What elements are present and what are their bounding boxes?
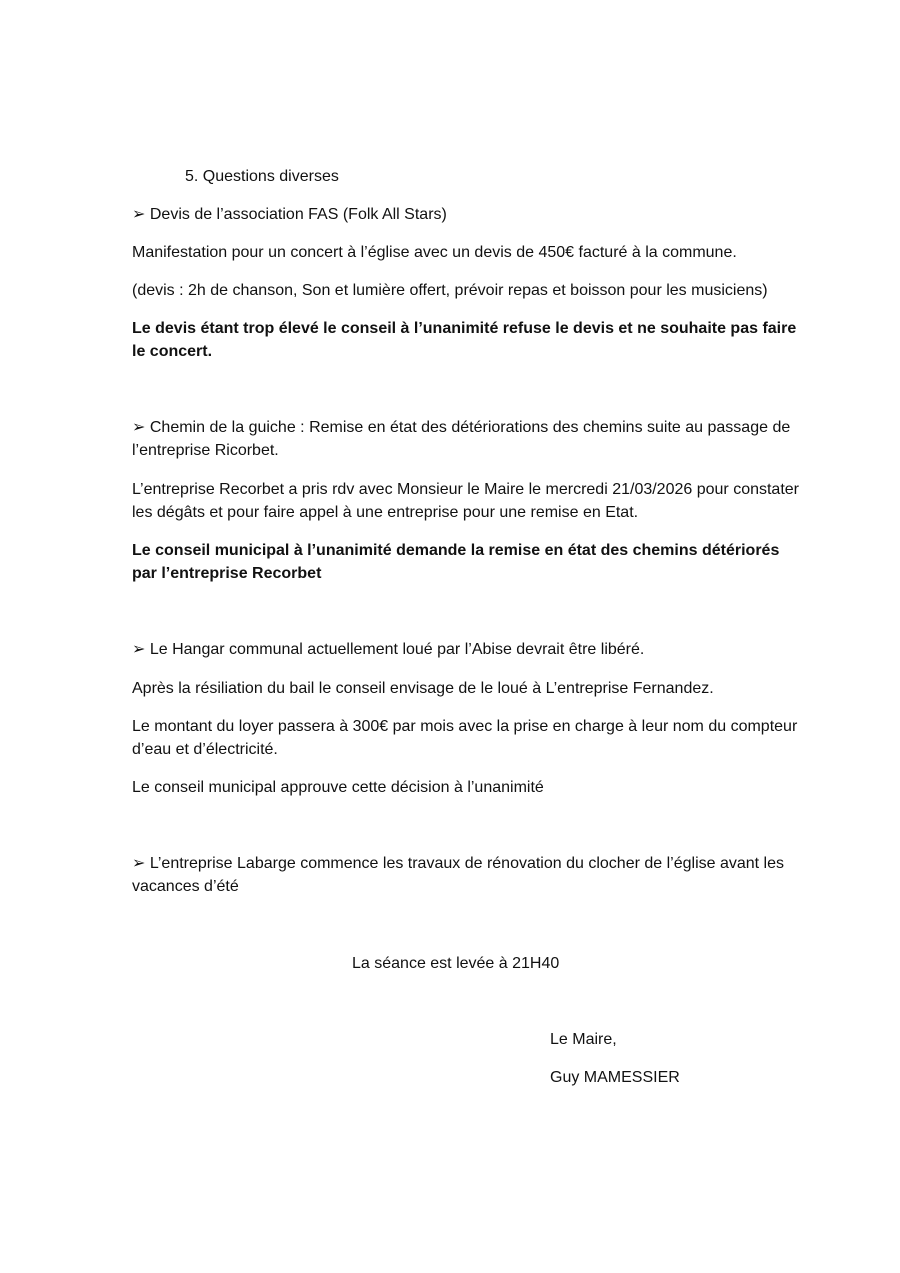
item-fas-decision: Le devis étant trop élevé le conseil à l’unanimité refuse le devis et ne souhaite pas faire le concert. — [132, 320, 797, 360]
closing-line: La séance est levée à 21H40 — [352, 955, 560, 972]
item-labarge-title: ➢ L’entreprise Labarge commence les travaux de rénovation du clocher de l’église avant les vacances d’été — [132, 852, 800, 898]
item-hangar-paragraph: Après la résiliation du bail le conseil envisage de le loué à L’entreprise Fernandez. — [132, 680, 714, 697]
item-hangar-paragraph: Le conseil municipal approuve cette décision à l’unanimité — [132, 779, 544, 796]
signature-name: Guy MAMESSIER — [550, 1069, 680, 1086]
item-fas-paragraph: Manifestation pour un concert à l’église avec un devis de 450€ facturé à la commune. — [132, 244, 737, 261]
item-chemin-title: ➢ Chemin de la guiche : Remise en état des détériorations des chemins suite au passage de l’entreprise Ricorbet. — [132, 416, 800, 462]
item-chemin-paragraph: L’entreprise Recorbet a pris rdv avec Monsieur le Maire le mercredi 21/03/2026 pour constater les dégâts et pour faire appel à une entreprise pour une remise en Etat. — [132, 481, 799, 521]
signature-role: Le Maire, — [550, 1031, 617, 1048]
item-chemin-decision: Le conseil municipal à l’unanimité demande la remise en état des chemins détériorés par l’entreprise Recorbet — [132, 542, 780, 582]
item-fas-paragraph: (devis : 2h de chanson, Son et lumière offert, prévoir repas et boisson pour les musiciens) — [132, 282, 768, 299]
item-fas-title: ➢ Devis de l’association FAS (Folk All Stars) — [132, 203, 800, 226]
item-hangar-title: ➢ Le Hangar communal actuellement loué par l’Abise devrait être libéré. — [132, 638, 800, 661]
section-heading: 5. Questions diverses — [185, 168, 339, 185]
item-hangar-paragraph: Le montant du loyer passera à 300€ par mois avec la prise en charge à leur nom du compteur d’eau et d’électricité. — [132, 718, 798, 758]
